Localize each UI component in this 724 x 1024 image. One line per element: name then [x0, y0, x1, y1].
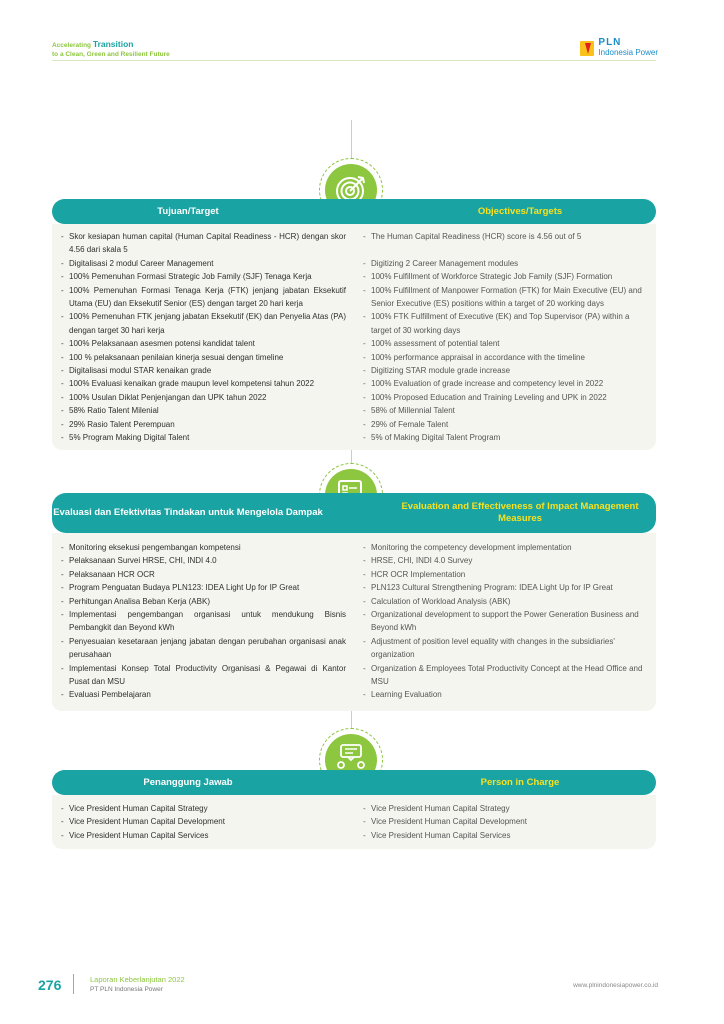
list-item: - Implementasi Konsep Total Productivity Organisasi & Pegawai di Kantor Pusat dan MSU — [60, 662, 346, 689]
list-item: - Program Penguatan Budaya PLN123: IDEA Light Up for IP Great — [60, 581, 346, 594]
list-item: - Vice President Human Capital Strategy — [362, 802, 648, 815]
list-item: - Evaluasi Pembelajaran — [60, 688, 346, 701]
tagline-small: Accelerating — [52, 42, 92, 49]
list-item: - Calculation of Workload Analysis (ABK) — [362, 595, 648, 608]
section-3-content — [52, 795, 656, 849]
list-item: - Vice President Human Capital Development — [60, 815, 346, 828]
header-divider — [52, 60, 656, 61]
list-item: - 100% FTK Fulfillment of Executive (EK) and Top Supervisor (PA) within a target of 30 working days — [362, 310, 648, 337]
list-item: - 100% Pemenuhan Formasi Strategic Job Family (SJF) Tenaga Kerja — [60, 270, 346, 283]
list-item: - 58% of Millennial Talent — [362, 404, 648, 417]
section-3-title-id: Penanggung Jawab — [52, 770, 354, 795]
list-item: - HCR OCR Implementation — [362, 568, 648, 581]
report-title: Laporan Keberlanjutan 2022 — [90, 975, 185, 984]
list-item: - PLN123 Cultural Strengthening Program: IDEA Light Up for IP Great — [362, 581, 648, 594]
pln-logo-icon — [580, 41, 594, 56]
list-item: - 100% Pelaksanaan asesmen potensi kandidat talent — [60, 337, 346, 350]
list-item: - Vice President Human Capital Strategy — [60, 802, 346, 815]
list-item: - Vice President Human Capital Development — [362, 815, 648, 828]
list-item: - 100% Evaluasi kenaikan grade maupun level kompetensi tahun 2022 — [60, 377, 346, 390]
list-item: - Learning Evaluation — [362, 688, 648, 701]
list-item: - HRSE, CHI, INDI 4.0 Survey — [362, 554, 648, 567]
list-item: - Monitoring eksekusi pengembangan kompetensi — [60, 541, 346, 554]
list-item: - 100% Fulfillment of Manpower Formation (FTK) for Main Executive (EU) and Senior Executive (ES) positions within a target of 20 working days — [362, 284, 648, 311]
list-item: - 5% of Making Digital Talent Program — [362, 431, 648, 444]
list-item: - Digitalisasi 2 modul Career Management — [60, 257, 346, 270]
website-link[interactable]: www.plnindonesiapower.co.id — [573, 982, 658, 989]
section-2-content — [52, 533, 656, 711]
list-item: - 100% Pemenuhan FTK jenjang jabatan Eksekutif (EK) dan Penyelia Atas (PA) dengan target 30 hari kerja — [60, 310, 346, 337]
section-1-title-en: Objectives/Targets — [354, 199, 656, 224]
brand-sub: Indonesia Power — [598, 48, 658, 57]
list-item: - Organizational development to support the Power Generation Business and Beyond kWh — [362, 608, 648, 635]
tagline-big: Transition — [92, 39, 134, 49]
list-item: - Adjustment of position level equality with changes in the subsidiaries' organization — [362, 635, 648, 662]
list-item: - Vice President Human Capital Services — [362, 829, 648, 842]
header-tagline — [52, 40, 170, 59]
list-item: - 100% Pemenuhan Formasi Tenaga Kerja (FTK) jenjang jabatan Eksekutif Utama (EU) dan Eksekutif Senior (ES) dengan target 20 hari kerja — [60, 284, 346, 311]
list-item: - Digitizing 2 Career Management modules — [362, 257, 648, 270]
section-1-content — [52, 224, 656, 450]
list-item: - 29% of Female Talent — [362, 418, 648, 431]
list-item: - Pelaksanaan Survei HRSE, CHI, INDI 4.0 — [60, 554, 346, 567]
tagline-line2: to a Clean, Green and Resilient Future — [52, 51, 170, 58]
list-item: - Organization & Employees Total Productivity Concept at the Head Office and MSU — [362, 662, 648, 689]
brand-logo — [580, 38, 658, 58]
footer-divider — [73, 974, 74, 994]
list-item: - Penyesuaian kesetaraan jenjang jabatan dengan perubahan organisasi anak perusahaan — [60, 635, 346, 662]
section-1-title-id: Tujuan/Target — [52, 199, 354, 224]
section-2-title-en: Evaluation and Effectiveness of Impact Management Measures — [354, 493, 656, 533]
list-item: - 5% Program Making Digital Talent — [60, 431, 346, 444]
list-item: - 100 % pelaksanaan penilaian kinerja sesuai dengan timeline — [60, 351, 346, 364]
brand-name: PLN — [598, 37, 622, 48]
company-name: PT PLN Indonesia Power — [90, 986, 163, 993]
section-3-header — [52, 770, 656, 795]
list-item: - Skor kesiapan human capital (Human Capital Readiness - HCR) dengan skor 4.56 dari skala 5 — [60, 230, 346, 257]
page-number: 276 — [38, 977, 62, 993]
list-item: - 100% Evaluation of grade increase and competency level in 2022 — [362, 377, 648, 390]
list-item: - Pelaksanaan HCR OCR — [60, 568, 346, 581]
list-item: - Digitalisasi modul STAR kenaikan grade — [60, 364, 346, 377]
section-2-header — [52, 493, 656, 533]
list-item: - 29% Rasio Talent Perempuan — [60, 418, 346, 431]
list-item: - 100% assessment of potential talent — [362, 337, 648, 350]
list-item: - Monitoring the competency development implementation — [362, 541, 648, 554]
list-item: - Digitizing STAR module grade increase — [362, 364, 648, 377]
list-item: - Perhitungan Analisa Beban Kerja (ABK) — [60, 595, 346, 608]
list-item: - 100% Usulan Diklat Penjenjangan dan UPK tahun 2022 — [60, 391, 346, 404]
list-item: - The Human Capital Readiness (HCR) score is 4.56 out of 5 — [362, 230, 648, 243]
section-2-title-id: Evaluasi dan Efektivitas Tindakan untuk Mengelola Dampak — [52, 493, 354, 533]
list-item: - 100% Fulfillment of Workforce Strategic Job Family (SJF) Formation — [362, 270, 648, 283]
list-item: - Vice President Human Capital Services — [60, 829, 346, 842]
section-1-header — [52, 199, 656, 224]
section-3-title-en: Person in Charge — [354, 770, 656, 795]
list-item: - Implementasi pengembangan organisasi untuk mendukung Bisnis Pembangkit dan Beyond kWh — [60, 608, 346, 635]
list-item: - 58% Ratio Talent Milenial — [60, 404, 346, 417]
list-item: - 100% performance appraisal in accordance with the timeline — [362, 351, 648, 364]
list-item: - 100% Proposed Education and Training Leveling and UPK in 2022 — [362, 391, 648, 404]
